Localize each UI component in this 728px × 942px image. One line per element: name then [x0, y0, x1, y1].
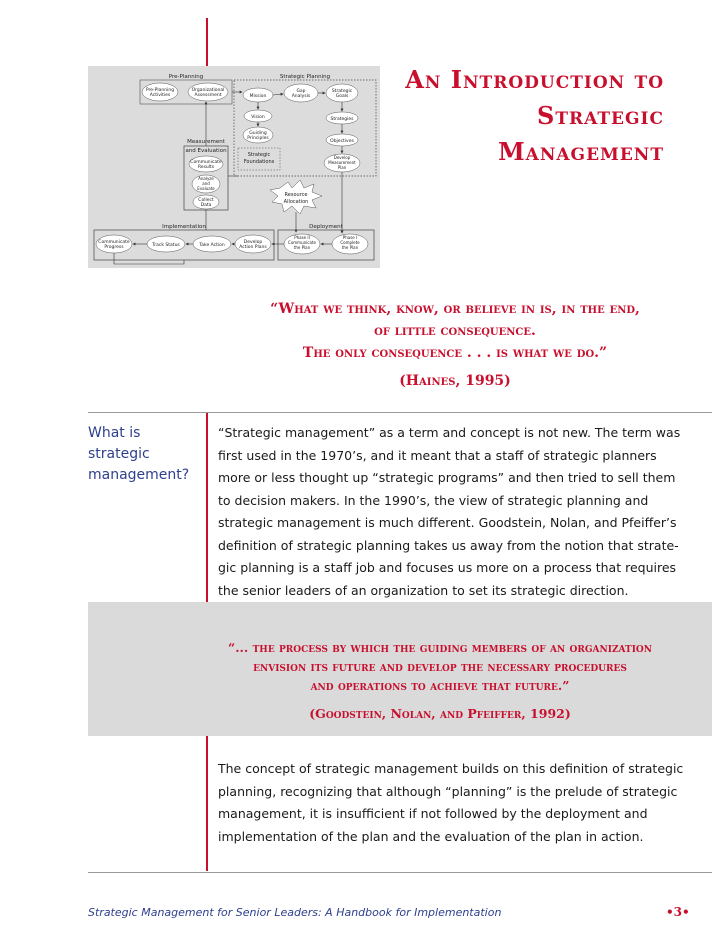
paragraph-line: first used in the 1970’s, and it meant that a staff of strategic planners — [218, 447, 657, 463]
title-line-3: Management — [498, 137, 664, 166]
quote2-line-2: envision its future and develop the necessary procedures — [253, 659, 627, 674]
separator-line — [88, 872, 712, 873]
node-label: Phase I — [342, 235, 358, 240]
paragraph-line: the senior leaders of an organization to set its strategic direction. — [218, 582, 629, 598]
section-heading — [88, 423, 208, 486]
red-rule-bottom — [206, 736, 208, 871]
node-label: Data — [200, 203, 212, 208]
paragraph-line: gic planning is a staff job and focuses us more on a process that requires — [218, 560, 677, 575]
section-heading-line: What is — [88, 425, 141, 441]
node-label: Communicate — [190, 160, 222, 165]
node-label: the Plan — [341, 245, 359, 250]
node-label: Develop — [333, 155, 351, 160]
node-label: Plan — [337, 165, 347, 170]
quote2-line-3: and operations to achieve that future.” — [310, 678, 570, 693]
node-label: Analyze — [198, 176, 214, 181]
node-label: Goals — [335, 94, 349, 99]
node-label: Pre-Planning — [145, 88, 175, 93]
node-label: the Plan — [293, 245, 311, 250]
quote2-line-1: “... the process by which the guiding members of an organization — [228, 640, 652, 655]
node-label: Gap — [296, 89, 306, 94]
measurement-group-label: and Evaluation — [185, 148, 227, 154]
strategic-planning-group-label: Strategic Planning — [279, 74, 331, 80]
opening-quote — [230, 298, 680, 364]
paragraph-line: more or less thought up “strategic programs” and then tried to sell them — [218, 470, 676, 485]
node-label: Develop — [243, 240, 263, 245]
node-label: Evaluate — [197, 186, 215, 191]
node-label: Activities — [149, 93, 171, 98]
paragraph-line: definition of strategic planning takes us away from the notion that strate- — [218, 537, 679, 553]
node-label: Progress — [104, 245, 124, 250]
footer-title: Strategic Management for Senior Leaders: A Handbook for Implementation — [88, 906, 502, 919]
node-label: Assessment — [194, 93, 222, 98]
node-label: and — [202, 181, 210, 186]
title-line-1: An Introduction to — [405, 65, 664, 94]
page-title — [364, 62, 664, 170]
page-number: •3• — [666, 905, 690, 919]
paragraph-line: planning, recognizing that although “planning” is the prelude of strategic — [218, 783, 678, 799]
node-label: Communicate — [288, 240, 316, 245]
node-label: Analysis — [291, 94, 311, 99]
strategic-management-diagram — [88, 66, 380, 268]
node-label: Strategic — [331, 89, 353, 94]
node-label: Take Action — [199, 243, 225, 248]
node-label: Vision — [251, 115, 265, 120]
measurement-group-label: Measurement — [187, 139, 225, 145]
paragraph-line: “Strategic management” as a term and concept is not new. The term was — [218, 425, 681, 440]
node-label: Collect — [198, 198, 214, 203]
node-label: Mission — [249, 94, 267, 99]
implementation-group-label: Implementation — [162, 224, 206, 230]
separator-line — [88, 412, 712, 413]
quote1-line-1: “What we think, know, or believe in is, in the end, — [270, 301, 640, 317]
quote2-citation: (Goodstein, Nolan, and Pfeiffer, 1992) — [309, 706, 571, 721]
node-label: Principles — [247, 136, 269, 141]
section-heading-line: management? — [88, 467, 190, 483]
node-label: Complete — [340, 240, 360, 245]
deployment-group-label: Deployment — [309, 224, 343, 230]
node-label: Foundations — [243, 159, 275, 165]
paragraph-line: The concept of strategic management builds on this definition of strategic — [218, 761, 684, 776]
section-heading-line: strategic — [88, 446, 150, 462]
paragraph-line: strategic management is much different. Goodstein, Nolan, and Pfeiffer’s — [218, 515, 677, 530]
node-label: Results — [197, 165, 215, 170]
node-label: Resource — [284, 192, 308, 198]
paragraph-line: implementation of the plan and the evaluation of the plan in action. — [218, 828, 644, 844]
diagram-svg — [88, 66, 380, 268]
quote1-line-2: of little consequence. — [374, 323, 536, 339]
node-label: Communicate — [98, 240, 130, 245]
paragraph-line: to decision makers. In the 1990’s, the view of strategic planning and — [218, 492, 649, 508]
node-label: Strategic — [247, 152, 271, 158]
node-label: Objectives — [330, 139, 354, 144]
pre-planning-group-label: Pre-Planning — [168, 74, 204, 80]
body-paragraph-2 — [218, 758, 684, 848]
definition-quote — [210, 638, 670, 695]
title-line-2: Strategic — [537, 101, 664, 130]
quote1-citation: (Haines, 1995) — [399, 373, 511, 389]
body-paragraph-1 — [218, 422, 681, 602]
node-label: Strategies — [330, 117, 354, 122]
node-label: Track Status — [152, 243, 180, 248]
quote1-line-3: The only consequence . . . is what we do.” — [302, 345, 608, 361]
node-label: Guiding — [249, 131, 267, 136]
paragraph-line: management, it is insufficient if not followed by the deployment and — [218, 806, 648, 821]
node-label: Phase II — [294, 235, 310, 240]
node-label: Allocation — [283, 199, 309, 205]
node-label: Measurement — [328, 160, 356, 165]
node-label: Organizational — [191, 88, 225, 93]
node-label: Action Plans — [239, 245, 267, 250]
